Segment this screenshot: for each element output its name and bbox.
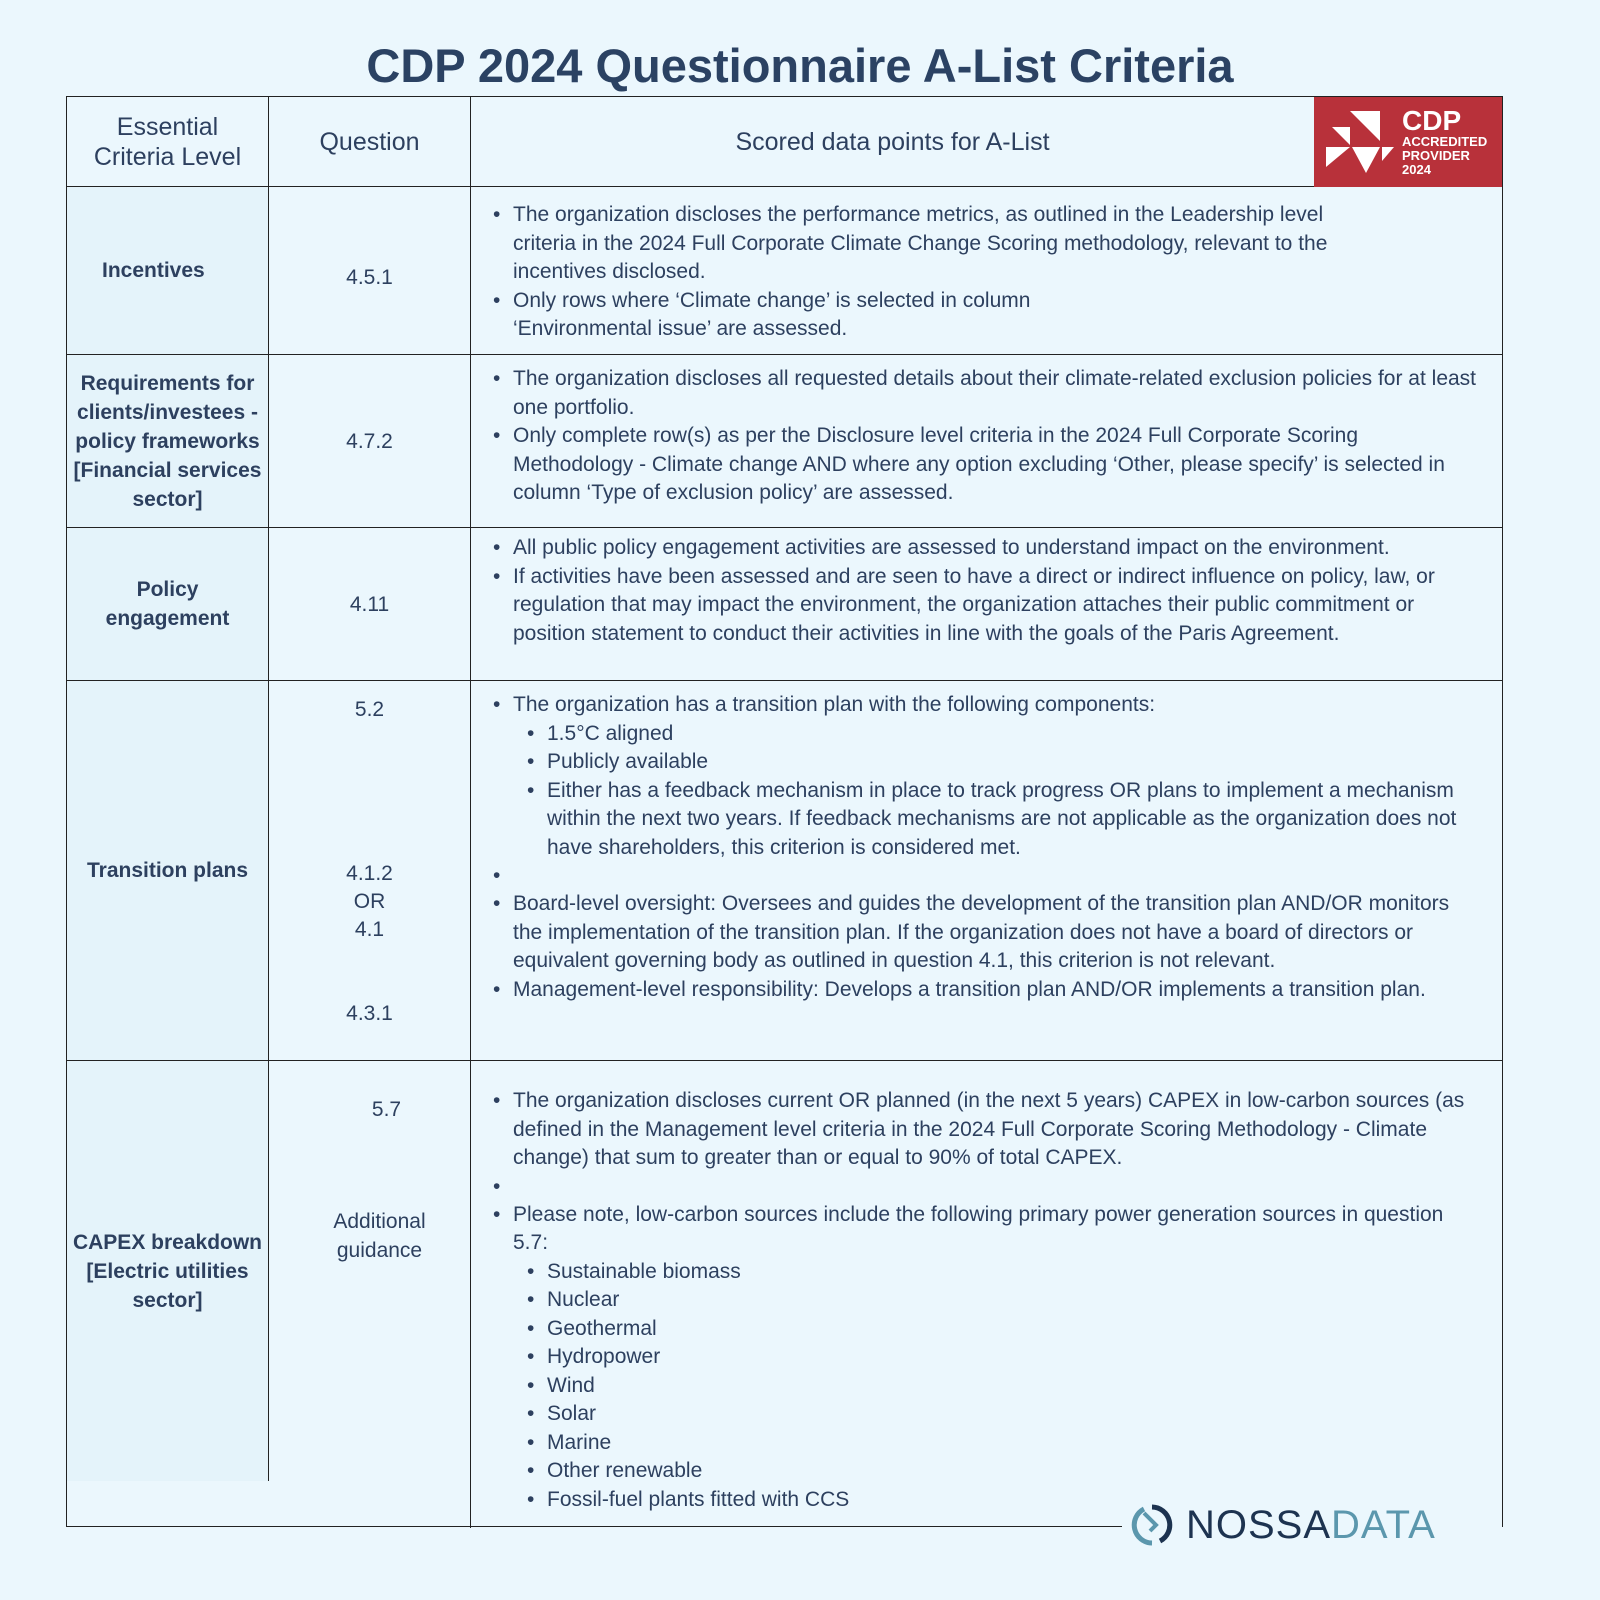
cdp-logo-icon — [1324, 109, 1396, 175]
header-criteria-level: Essential Criteria Level — [67, 97, 269, 186]
spacer — [491, 862, 1482, 890]
badge-line1: ACCREDITED — [1402, 134, 1488, 149]
table-row — [67, 1061, 1502, 1528]
question-number: 5.2 — [354, 698, 385, 721]
cdp-brand: CDP — [1402, 105, 1462, 136]
sub-point: • Wind — [513, 1372, 1482, 1401]
cdp-accredited-badge — [1314, 97, 1502, 187]
sub-point: • 1.5°C aligned — [513, 720, 1482, 749]
sub-point: • Sustainable biomass — [513, 1258, 1482, 1287]
sub-point: • Fossil-fuel plants fitted with CCS — [513, 1486, 1482, 1515]
question-or: OR — [353, 890, 386, 913]
logo-text-data: DATA — [1331, 1502, 1436, 1547]
logo-text-nossa: NOSSA — [1186, 1502, 1332, 1547]
spacer — [491, 1173, 1482, 1201]
table-row — [67, 187, 1502, 355]
scored-point: • Only complete row(s) as per the Disclosure level criteria in the 2024 Full Corporate Scoring Methodology - Climate change AND where any option excluding ‘Other, please specify’ is selected in column ‘Type of exclusion policy’ are assessed. — [491, 422, 1482, 508]
scored-point: • The organization discloses all requested details about their climate-related exclusion policies for at least one portfolio. — [491, 365, 1482, 422]
sub-point: • Marine — [513, 1429, 1482, 1458]
question-number: 4.1.2 — [346, 862, 393, 885]
badge-year: 2024 — [1402, 162, 1431, 177]
question-number: 4.11 — [269, 528, 471, 680]
question-number: 4.7.2 — [269, 355, 471, 527]
criteria-table — [66, 96, 1503, 1527]
criteria-level: Transition plans — [67, 681, 269, 1060]
scored-point — [491, 1201, 1482, 1515]
nossadata-logo-icon — [1130, 1503, 1174, 1547]
sub-point: • Solar — [513, 1400, 1482, 1429]
question-number: 4.5.1 — [269, 187, 471, 354]
table-row — [67, 681, 1502, 1061]
question-number: 4.3.1 — [346, 1002, 393, 1025]
scored-point: • Board-level oversight: Oversees and guides the development of the transition plan AND/OR monitors the implementation of the transition plan. If the organization does not have a board of directors or equivalent governing body as outlined in question 4.1, this criterion is not relevant. — [491, 890, 1482, 976]
page-title: CDP 2024 Questionnaire A-List Criteria — [366, 39, 1234, 92]
sub-point: • Hydropower — [513, 1343, 1482, 1372]
question-number: 4.1 — [354, 918, 385, 941]
scored-point: • The organization discloses current OR planned (in the next 5 years) CAPEX in low-carbon sources (as defined in the Management level criteria in the 2024 Full Corporate Scoring Methodology - Climate change) that sum to greater than or equal to 90% of total CAPEX. — [491, 1087, 1482, 1173]
table-header — [67, 97, 1502, 187]
scored-point: • All public policy engagement activities are assessed to understand impact on the environment. — [491, 534, 1482, 563]
criteria-level: Requirements for clients/investees - policy frameworks [Financial services sector] — [67, 355, 269, 527]
table-row — [67, 355, 1502, 528]
badge-line2: PROVIDER — [1402, 148, 1470, 163]
scored-point-text: The organization has a transition plan with the following components: — [513, 693, 1156, 716]
scored-point: • If activities have been assessed and are seen to have a direct or indirect influence on policy, law, or regulation that may impact the environment, the organization attaches their public commitment or position statement to conduct their activities in line with the goals of the Paris Agreement. — [491, 563, 1482, 649]
sub-point: • Publicly available — [513, 748, 1482, 777]
sub-point: • Other renewable — [513, 1457, 1482, 1486]
scored-point-text: Please note, low-carbon sources include the following primary power generation sources in question 5.7: — [513, 1202, 1444, 1254]
question-guidance: Additional guidance — [333, 1210, 426, 1262]
criteria-level: Incentives — [67, 187, 269, 354]
scored-point: • Only rows where ‘Climate change’ is selected in column ‘Environmental issue’ are assessed. — [491, 287, 1482, 344]
sub-point: • Either has a feedback mechanism in place to track progress OR plans to implement a mechanism within the next two years. If feedback mechanisms are not applicable as the organization does not have shareholders, this criterion is considered met. — [513, 777, 1482, 863]
sub-point: • Nuclear — [513, 1286, 1482, 1315]
header-scored-points: Scored data points for A-List — [735, 127, 1050, 156]
sub-point: • Geothermal — [513, 1315, 1482, 1344]
criteria-level: CAPEX breakdown [Electric utilities sector] — [67, 1061, 269, 1481]
scored-point: • Management-level responsibility: Develops a transition plan AND/OR implements a transition plan. — [491, 976, 1482, 1005]
question-number: 5.7 — [371, 1098, 402, 1121]
nossadata-logo — [1122, 1500, 1502, 1550]
header-question: Question — [269, 97, 471, 186]
scored-point — [491, 691, 1482, 862]
criteria-level: Policy engagement — [67, 528, 269, 680]
scored-point: • The organization discloses the performance metrics, as outlined in the Leadership level criteria in the 2024 Full Corporate Climate Change Scoring methodology, relevant to the incentives disclosed. — [491, 201, 1482, 287]
table-row — [67, 528, 1502, 681]
